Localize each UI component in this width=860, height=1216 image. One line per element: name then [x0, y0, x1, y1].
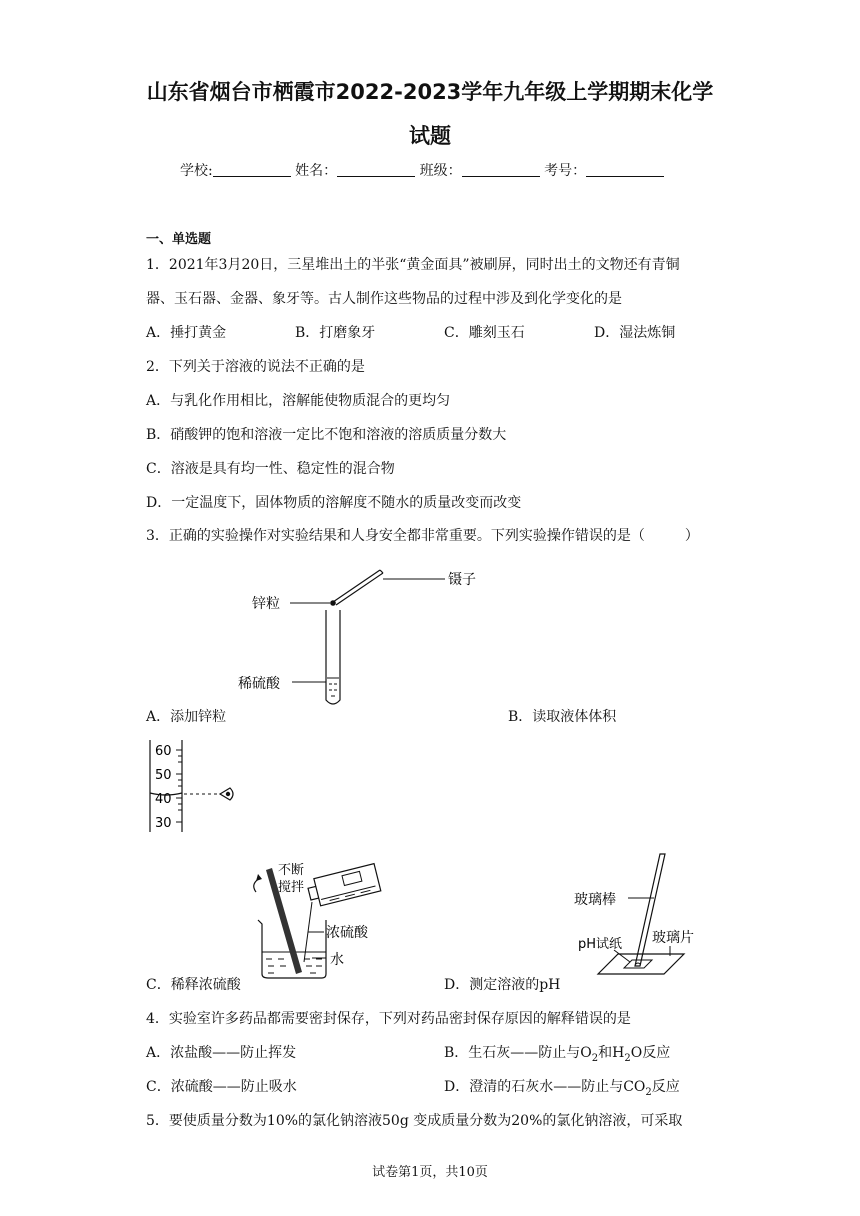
label-water: 水	[330, 952, 344, 968]
q3-option-b: B．读取液体体积	[508, 709, 617, 725]
figure-d-measuring-ph	[562, 850, 722, 980]
figure-b-reading-volume	[146, 738, 246, 834]
q3-stem	[146, 525, 699, 545]
q2-option-c: C．溶液是具有均一性、稳定性的混合物	[146, 461, 395, 477]
figure-a-adding-zinc	[230, 562, 500, 712]
q2-option-a: A．与乳化作用相比，溶解能使物质混合的更均匀	[146, 393, 451, 409]
exam-number-label: 考号：	[544, 163, 587, 179]
q1-stem-line2: 器、玉石器、金器、象牙等。古人制作这些物品的过程中涉及到化学变化的是	[146, 291, 622, 307]
q3-stem-text: 3．正确的实验操作对实验结果和人身安全都非常重要。下列实验操作错误的是（	[146, 528, 645, 544]
tick-60: 60	[155, 744, 172, 759]
tick-30: 30	[155, 816, 172, 831]
bottle-label	[342, 871, 362, 885]
label-constantly: 不断	[278, 863, 305, 878]
q1-stem-line1: 1．2021年3月20日，三星堆出土的半张“黄金面具”被刷屏，同时出土的文物还有青铜	[146, 257, 680, 273]
exam-title-line1: 山东省烟台市栖霞市2022-2023学年九年级上学期期末化学	[146, 80, 714, 104]
q2-option-d: D．一定温度下，固体物质的溶解度不随水的质量改变而改变	[146, 495, 522, 511]
section-title: 一、单选题	[146, 232, 212, 247]
figure-c-diluting-acid	[246, 858, 396, 982]
label-concentrated-sulfuric-acid: 浓硫酸	[326, 925, 368, 941]
q2-stem: 2．下列关于溶液的说法不正确的是	[146, 359, 365, 375]
label-zinc: 锌粒	[252, 596, 280, 612]
q4-option-b: B．生石灰——防止与$O_2$和$H_2O$反应	[444, 1045, 671, 1064]
page-footer: 试卷第1页，共10页	[372, 1165, 488, 1180]
label-dilute-sulfuric-acid: 稀硫酸	[238, 676, 280, 692]
school-blank	[213, 162, 291, 177]
q1-option-d: D．湿法炼铜	[594, 325, 676, 341]
label-ph-paper: pH试纸	[578, 937, 623, 952]
q3-option-d: D．测定溶液的pH	[444, 977, 561, 993]
q4-stem: 4．实验室许多药品都需要密封保存，下列对药品密封保存原因的解释错误的是	[146, 1011, 631, 1027]
q4-option-d: D．澄清的石灰水——防止与$CO_2$反应	[444, 1079, 680, 1098]
name-blank	[337, 162, 415, 177]
zinc-granule	[330, 600, 336, 606]
name-label: 姓名：	[295, 163, 338, 179]
school-label: 学校:	[180, 163, 213, 179]
exam-number-blank	[586, 162, 664, 177]
q1-option-c: C．雕刻玉石	[444, 325, 525, 341]
tweezers-line1	[333, 570, 380, 602]
q1-option-a: A．捶打黄金	[146, 325, 227, 341]
student-info-row	[180, 160, 664, 180]
eye-pupil	[226, 792, 230, 796]
label-glass-plate: 玻璃片	[652, 930, 694, 946]
label-tweezers: 镊子	[448, 572, 476, 588]
tick-50: 50	[155, 768, 172, 783]
q4-option-c: C．浓硫酸——防止吸水	[146, 1079, 297, 1095]
q3-option-c: C．稀释浓硫酸	[146, 977, 241, 993]
test-tube	[326, 610, 340, 704]
tweezers-end	[380, 570, 383, 573]
q1-option-b: B．打磨象牙	[295, 325, 376, 341]
label-stir: 搅拌	[278, 880, 305, 895]
reagent-bottle	[306, 864, 381, 908]
exam-title-line2: 试题	[409, 124, 451, 148]
glass-rod	[635, 854, 665, 966]
q3-stem-end: ）	[684, 528, 699, 544]
tweezers-line2	[336, 573, 383, 605]
q5-stem-line1: 5．要使质量分数为10%的氯化钠溶液50g 变成质量分数为20%的氯化钠溶液，可采取	[146, 1113, 683, 1129]
q2-option-b: B．硝酸钾的饱和溶液一定比不饱和溶液的溶质质量分数大	[146, 427, 507, 443]
label-glass-rod: 玻璃棒	[574, 892, 616, 908]
q4-option-a: A．浓盐酸——防止挥发	[146, 1045, 297, 1061]
tick-40: 40	[155, 792, 172, 807]
q3-option-a: A．添加锌粒	[146, 709, 227, 725]
class-blank	[462, 162, 540, 177]
stirring-arrowhead	[256, 874, 262, 881]
class-label: 班级：	[419, 163, 462, 179]
